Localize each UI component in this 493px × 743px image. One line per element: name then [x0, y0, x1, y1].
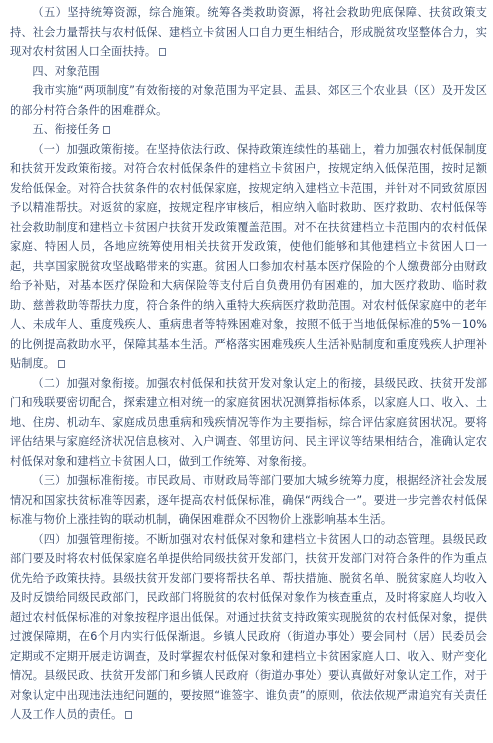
- paragraph-scope: [10, 81, 487, 120]
- paragraph-text: （二）加强对象衔接。加强农村低保和扶贫开发对象认定上的衔接，县级民政、扶贫开发部门和残联要密切配合，探索建立相对统一的家庭贫困状况测算指标体系，以家庭人口、收入、土地、住房、机动车、家庭成员患重病和残疾情况等作为主要指标，综合评估家庭贫困状况。要将评估结果与家庭经济状况信息核对、入户调查、邻里访问、民主评议等结果相结合，准确认定农村低保对象和建档立卡贫困人口，做到工作统筹、对象衔接。: [10, 376, 487, 468]
- section-heading-scope: [10, 62, 487, 82]
- paragraph-management-linkage: [10, 530, 487, 725]
- paragraph-end-mark-icon: [125, 711, 132, 719]
- paragraph-policy-linkage: [10, 140, 487, 374]
- paragraph-target-linkage: [10, 374, 487, 472]
- section-heading-tasks: [10, 120, 487, 140]
- paragraph-end-mark-icon: [103, 126, 110, 134]
- paragraph-text: （四）加强管理衔接。不断加强对农村低保对象和建档立卡贫困人口的动态管理。县级民政部门要及时将农村低保家庭名单提供给同级扶贫开发部门，扶贫开发部门对符合条件的作为重点优先给予政策扶持。县级扶贫开发部门要将帮扶名单、帮扶措施、脱贫名单、脱贫家庭人均收入及时反馈给同级民政部门，民政部门将脱贫的农村低保对象作为核查重点，及时将家庭人均收入超过农村低保标准的对象按程序退出低保。对通过扶贫支持政策实现脱贫的农村低保对象，提供过渡保障期，在6个月内实行低保渐退。乡镇人民政府（街道办事处）要会同村（居）民委员会定期或不定期开展走访调查，及时掌握农村低保对象和建档立卡贫困家庭人口、收入、财产变化情况。县级民政、扶贫开发部门和乡镇人民政府（街道办事处）要认真做好对象认定工作，对于对象认定中出现违法违纪问题的，要按照“谁签字、谁负责”的原则，依法依规严肃追究有关责任人及工作人员的责任。: [10, 532, 487, 721]
- paragraph-standard-linkage: [10, 471, 487, 530]
- paragraph-end-mark-icon: [159, 48, 166, 56]
- heading-text: 四、对象范围: [32, 64, 100, 78]
- paragraph-text: 我市实施“两项制度”有效衔接的对象范围为平定县、盂县、郊区三个农业县（区）及开发区的部分村符合条件的困难群众。: [10, 84, 487, 117]
- paragraph-coordinate-resources: [10, 3, 487, 62]
- paragraph-text: （五）坚持统筹资源，综合施策。统筹各类救助资源，将社会救助兜底保障、扶贫政策支持、社会力量帮扶与农村低保、建档立卡贫困人口自力更生相结合，形成脱贫攻坚整体合力，实现对农村贫困人口全面扶持。: [10, 6, 487, 58]
- paragraph-text: （一）加强政策衔接。在坚持依法行政、保持政策连续性的基础上，着力加强农村低保制度和扶贫开发政策衔接。对符合农村低保条件的建档立卡贫困户，按规定纳入低保范围，按时足额发给低保金。对符合扶贫条件的农村低保家庭，按规定纳入建档立卡范围，并针对不同致贫原因予以精准帮扶。对返贫的家庭，按规定程序审核后，相应纳入临时救助、医疗救助、农村低保等社会救助制度和建档立卡贫困户扶贫开发政策覆盖范围。对不在扶贫建档立卡范围内的农村低保家庭、特困人员，各地应统筹使用相关扶贫开发政策，使他们能够和其他建档立卡贫困人口一起，共享国家脱贫攻坚战略带来的实惠。贫困人口参加农村基本医疗保险的个人缴费部分由财政给予补贴，对基本医疗保险和大病保险等支付后自负费用仍有困难的，加大医疗救助、临时救助、慈善救助等帮扶力度，符合条件的纳入重特大疾病医疗救助范围。对农村低保家庭中的老年人、未成年人、重度残疾人、重病患者等特殊困难对象，按照不低于当地低保标准的5%－10%的比例提高救助水平，保障其基本生活。严格落实困难残疾人生活补贴制度和重度残疾人护理补贴制度。: [10, 142, 487, 370]
- paragraph-end-mark-icon: [58, 360, 65, 368]
- heading-text: 五、衔接任务: [32, 123, 100, 136]
- paragraph-text: （三）加强标准衔接。市民政局、市财政局等部门要加大城乡统筹力度，根据经济社会发展情况和国家扶贫标准等因素，逐年提高农村低保标准，确保“两线合一”。要进一步完善农村低保标准与物价上涨挂钩的联动机制，确保困难群众不因物价上涨影响基本生活。: [10, 474, 487, 526]
